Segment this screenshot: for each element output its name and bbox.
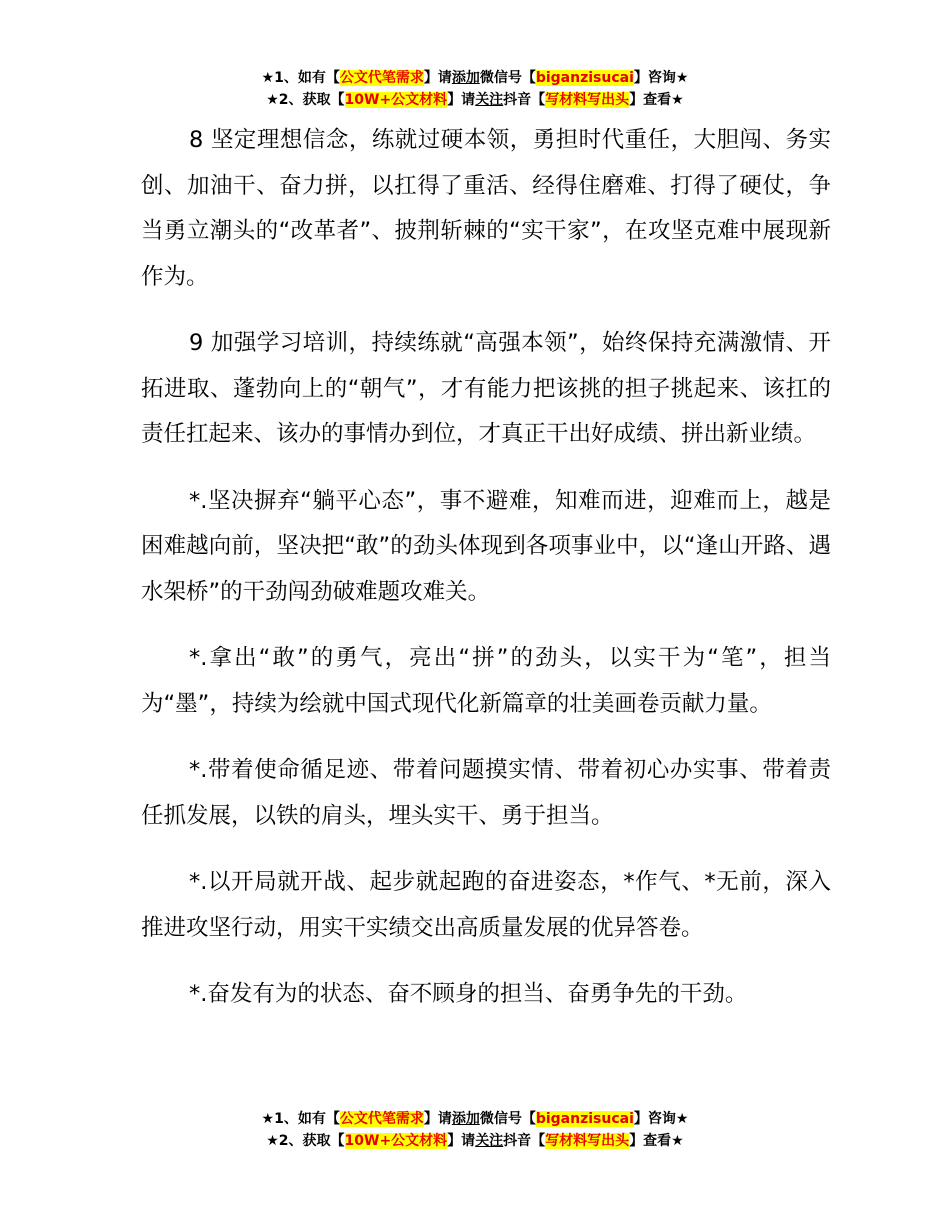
banner-line-2: ★2、获取【10W+公文材料】请关注抖音【写材料写出头】查看★ xyxy=(266,1133,684,1149)
footer-banner xyxy=(0,1108,950,1152)
highlight-wechat-id: biganzisucai xyxy=(535,70,634,86)
banner-line-1: ★1、如有【公文代笔需求】请添加微信号【biganzisucai】咨询★ xyxy=(261,70,689,86)
banner-line-2: ★2、获取【10W+公文材料】请关注抖音【写材料写出头】查看★ xyxy=(266,92,684,108)
paragraph: *.以开局就开战、起步就起跑的奋进姿态，*作气、*无前，深入推进攻坚行动，用实干实绩交出高质量发展的优异答卷。 xyxy=(141,869,831,941)
highlight-douyin-account: 写材料写出头 xyxy=(545,92,630,108)
highlight-wechat-id: biganzisucai xyxy=(535,1111,634,1127)
paragraph: 8 坚定理想信念，练就过硬本领，勇担时代重任，大胆闯、务实创、加油干、奋力拼，以扛得了重活、经得住磨难、打得了硬仗，争当勇立潮头的“改革者”、披荆斩棘的“实干家”，在攻坚克难中展现新作为。 xyxy=(141,127,831,290)
paragraph: *.带着使命循足迹、带着问题摸实情、带着初心办实事、带着责任抓发展，以铁的肩头，埋头实干、勇于担当。 xyxy=(141,757,831,829)
banner-line-1: ★1、如有【公文代笔需求】请添加微信号【biganzisucai】咨询★ xyxy=(261,1111,689,1127)
highlight-materials: 10W+公文材料 xyxy=(344,1133,448,1149)
paragraph: *.奋发有为的状态、奋不顾身的担当、奋勇争先的干劲。 xyxy=(189,981,748,1007)
header-banner xyxy=(0,67,950,111)
paragraph: *.坚决摒弃“躺平心态”，事不避难，知难而进，迎难而上，越是困难越向前，坚决把“敢”的劲头体现到各项事业中，以“逢山开路、遇水架桥”的干劲闯劲破难题攻难关。 xyxy=(141,487,831,605)
highlight-service: 公文代笔需求 xyxy=(339,1111,424,1127)
highlight-materials: 10W+公文材料 xyxy=(344,92,448,108)
paragraph: *.拿出“敢”的勇气，亮出“拼”的劲头，以实干为“笔”，担当为“墨”，持续为绘就中国式现代化新篇章的壮美画卷贡献力量。 xyxy=(141,645,831,717)
document-body xyxy=(141,118,831,1039)
highlight-service: 公文代笔需求 xyxy=(339,70,424,86)
highlight-douyin-account: 写材料写出头 xyxy=(545,1133,630,1149)
paragraph: 9 加强学习培训，持续练就“高强本领”，始终保持充满激情、开拓进取、蓬勃向上的“朝气”，才有能力把该挑的担子挑起来、该扛的责任扛起来、该办的事情办到位，才真正干出好成绩、拼出新业绩。 xyxy=(141,330,831,447)
